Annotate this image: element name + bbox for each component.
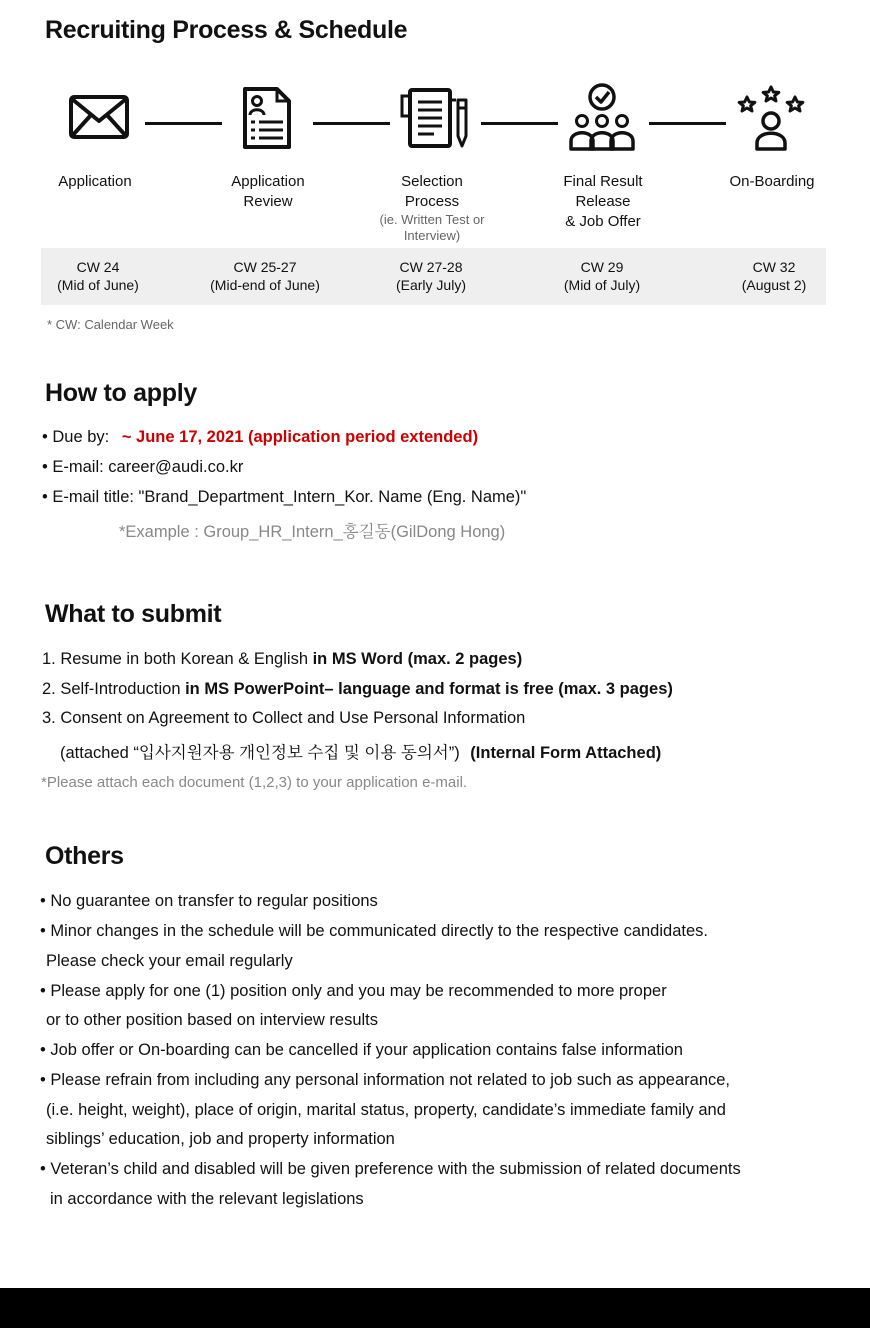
step-label-application-review: Application Review	[231, 173, 305, 210]
email-line: • E-mail: career@audi.co.kr	[42, 458, 244, 476]
email-title-example: *Example : Group_HR_Intern_홍길동(GilDong Hong)	[119, 523, 506, 541]
person-stars-icon	[726, 80, 816, 156]
cw-selection-process: CW 27-28 (Early July)	[395, 259, 466, 293]
others-line: Please check your email regularly	[46, 952, 293, 970]
step-connector	[145, 122, 222, 125]
step-connector	[313, 122, 390, 125]
due-date-line	[42, 428, 478, 447]
step-label-final-result: Final Result Release & Job Offer	[563, 173, 643, 230]
submit-item-3: 3. Consent on Agreement to Collect and Use Personal Information	[42, 709, 526, 727]
email-title-line: • E-mail title: "Brand_Department_Intern_Kor. Name (Eng. Name)"	[42, 488, 527, 506]
others-line: (i.e. height, weight), place of origin, marital status, property, candidate’s immediate family and	[46, 1101, 726, 1119]
submit-item-2: 2. Self-Introduction in MS PowerPoint– language and format is free (max. 3 pages)	[42, 680, 673, 698]
submit-item-1: 1. Resume in both Korean & English in MS Word (max. 2 pages)	[42, 650, 523, 668]
others-line: siblings’ education, job and property information	[46, 1130, 395, 1148]
others-line: or to other position based on interview results	[46, 1011, 379, 1029]
cw-application: CW 24 (Mid of June)	[57, 259, 139, 293]
others-line: • Minor changes in the schedule will be communicated directly to the respective candidates.	[40, 922, 708, 940]
others-line: • Veteran’s child and disabled will be given preference with the submission of related documents	[40, 1160, 741, 1178]
section-title-others: Others	[45, 842, 124, 870]
others-line: • Please refrain from including any personal information not related to job such as appearance,	[40, 1071, 731, 1089]
others-line: in accordance with the relevant legislations	[50, 1190, 364, 1208]
cw-onboarding: CW 32 (August 2)	[741, 259, 807, 293]
cw-application-review: CW 25-27 (Mid-end of June)	[210, 259, 320, 293]
cw-final-result: CW 29 (Mid of July)	[563, 259, 641, 293]
footer-bar	[0, 1288, 870, 1328]
submit-item-3-continued: (attached “입사지원자용 개인정보 수집 및 이용 동의서”) (Internal Form Attached)	[60, 744, 662, 762]
group-check-icon	[557, 80, 647, 156]
section-title-what-to-submit: What to submit	[45, 600, 222, 628]
envelope-icon	[54, 80, 144, 156]
others-line: • Job offer or On-boarding can be cancelled if your application contains false information	[40, 1041, 683, 1059]
step-connector	[481, 122, 558, 125]
step-label-application: Application	[58, 173, 132, 190]
calendar-week-footnote: * CW: Calendar Week	[47, 317, 174, 332]
document-person-icon	[222, 80, 312, 156]
others-line: • Please apply for one (1) position only and you may be recommended to more proper	[40, 982, 667, 1000]
due-value: ~ June 17, 2021 (application period extended)	[121, 428, 479, 446]
notepad-pen-icon	[389, 80, 479, 156]
step-connector	[649, 122, 726, 125]
others-line: • No guarantee on transfer to regular positions	[40, 892, 378, 910]
step-label-selection-process: Selection Process (ie. Written Test or Interview)	[352, 172, 512, 244]
due-label: • Due by:	[42, 428, 110, 446]
submit-note: *Please attach each document (1,2,3) to your application e-mail.	[41, 774, 468, 791]
section-title-schedule: Recruiting Process & Schedule	[45, 16, 408, 44]
section-title-how-to-apply: How to apply	[45, 379, 197, 407]
step-label-onboarding: On-Boarding	[729, 173, 815, 190]
step-sublabel: (ie. Written Test or Interview)	[379, 212, 485, 243]
